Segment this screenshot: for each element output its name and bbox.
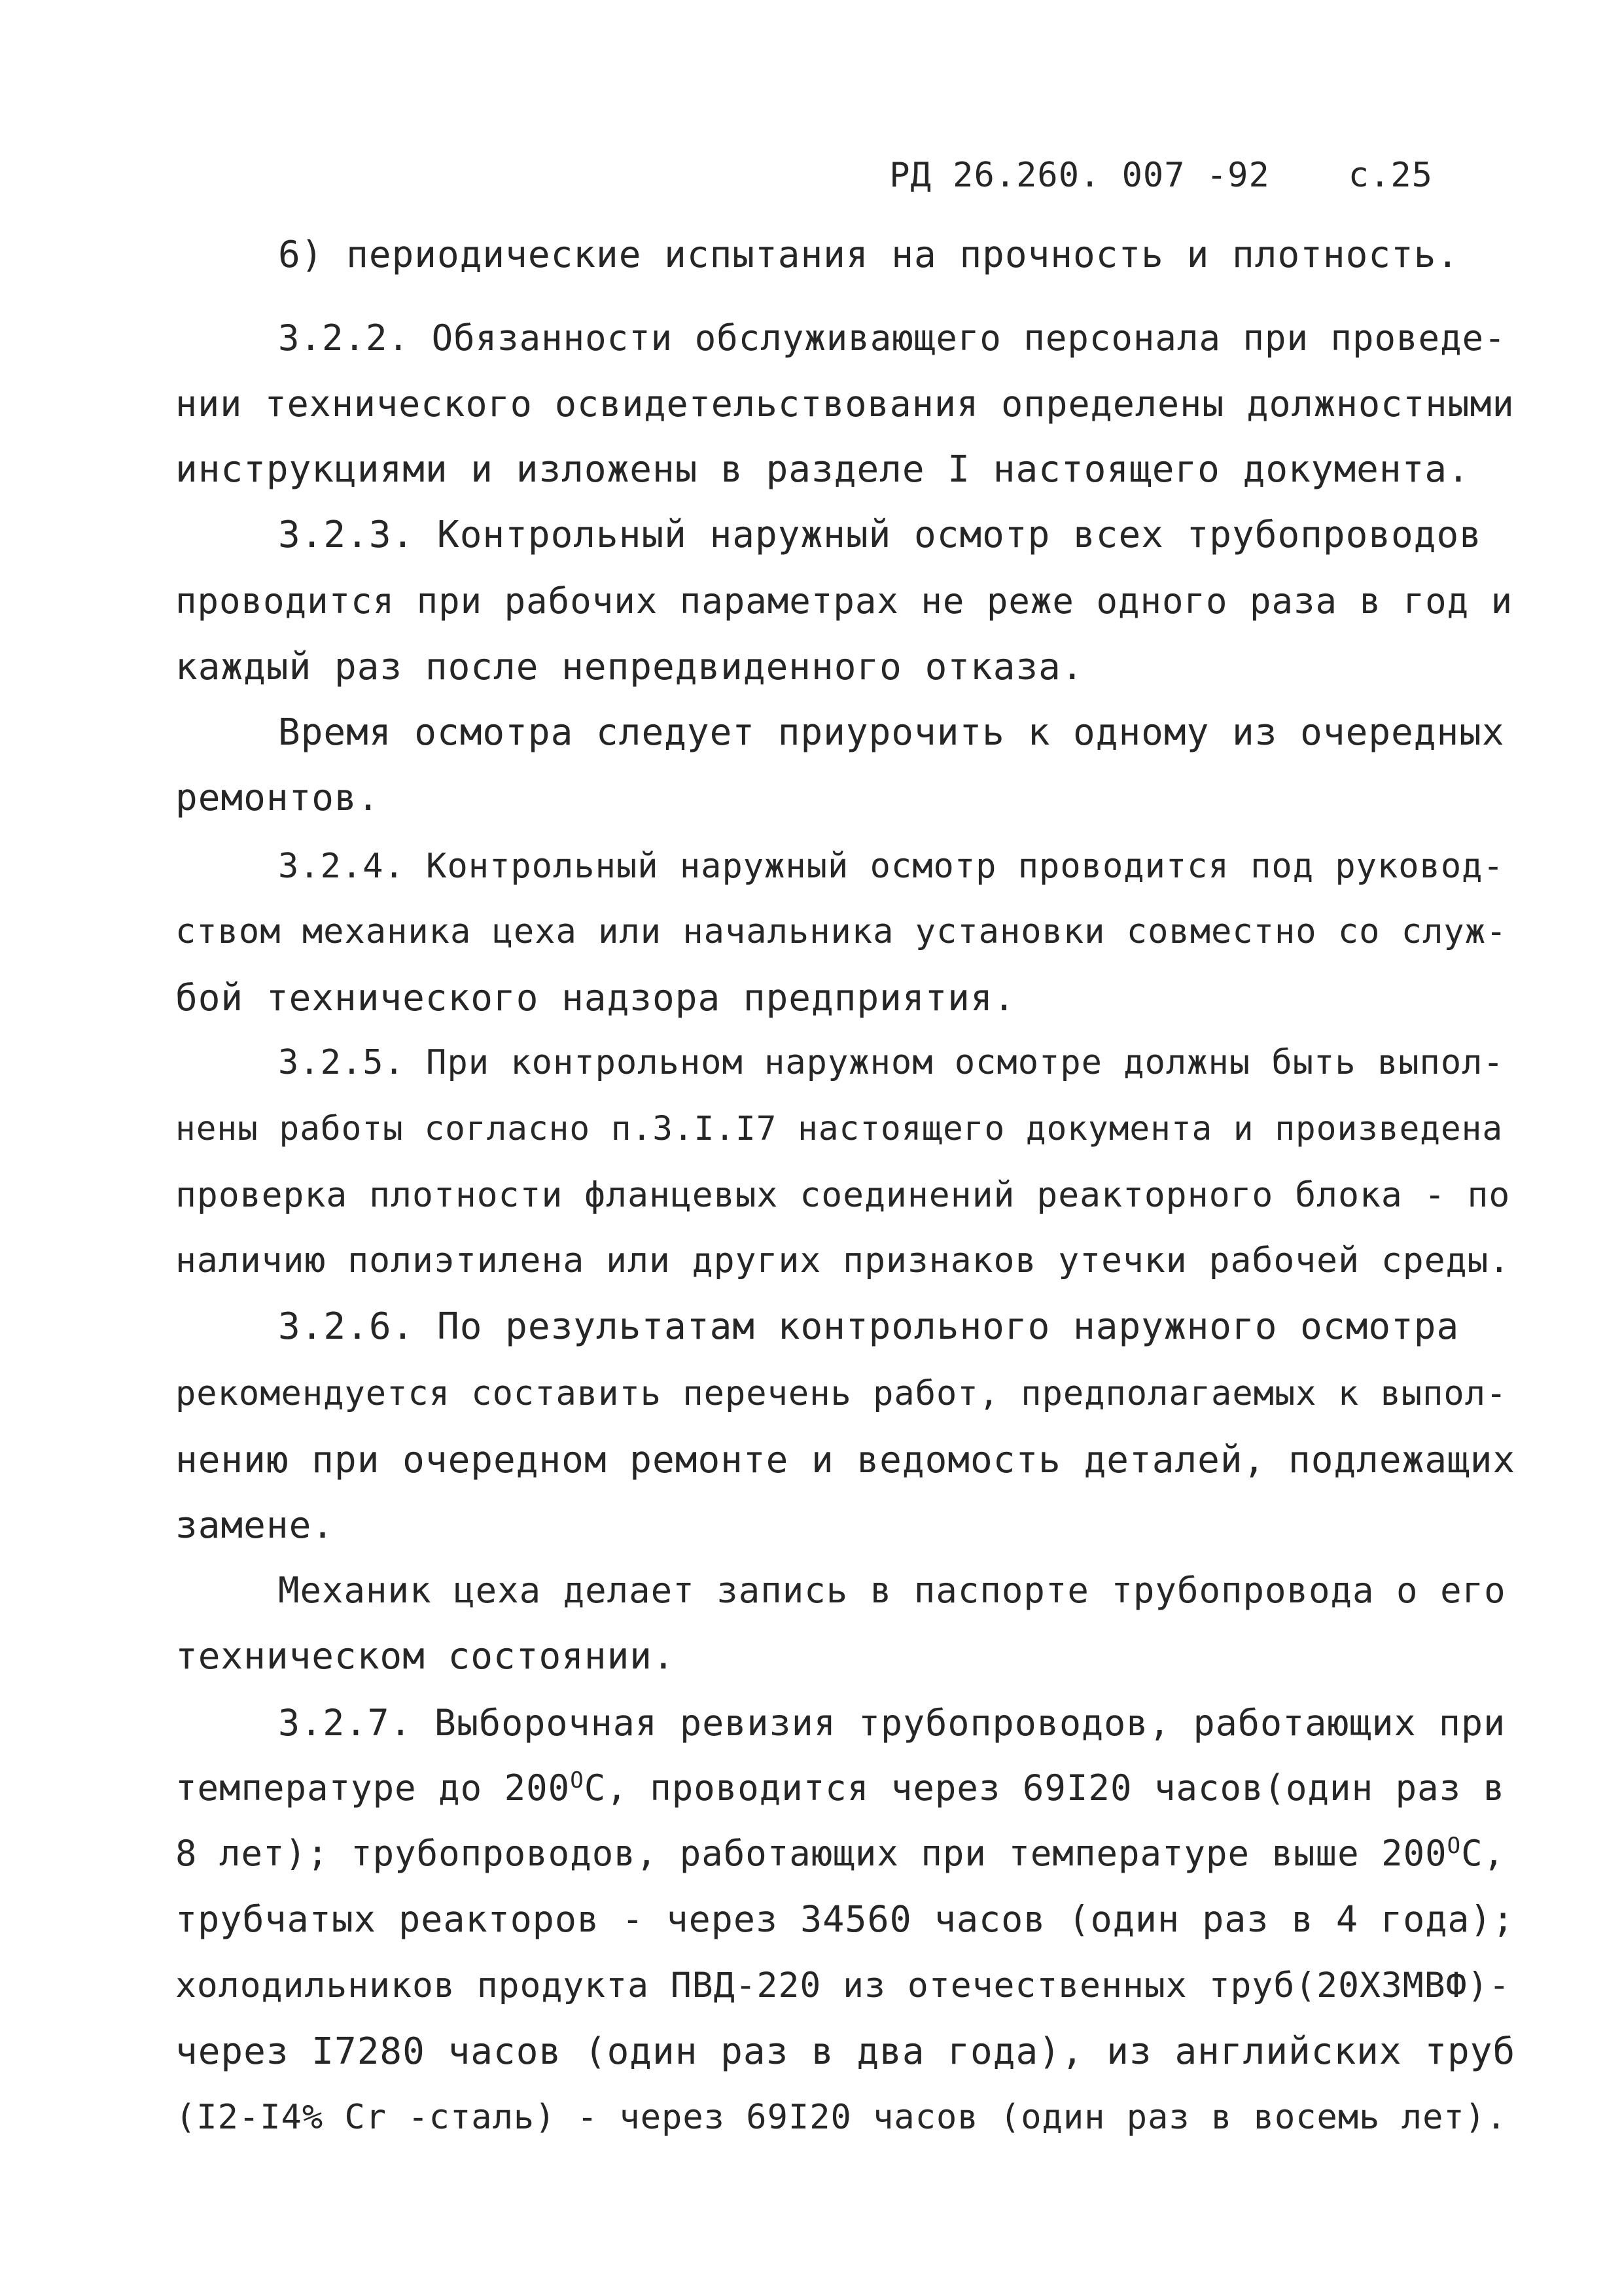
document-code: РД 26.260. 007 -92 [889, 156, 1270, 195]
text-line: 3.2.6. По результатам контрольного наружного осмотра [278, 1305, 1460, 1348]
text-line: инструкциями и изложены в разделе I настоящего документа. [175, 448, 1470, 491]
text-line: 3.2.4. Контрольный наружный осмотр проводится под руковод- [278, 847, 1504, 886]
text-line-temperature [175, 1833, 1506, 1874]
text-line: техническом состоянии. [175, 1635, 675, 1678]
text-line: 3.2.2. Обязанности обслуживающего персонала при проведе- [278, 317, 1506, 359]
text-line: ремонтов. [175, 777, 380, 819]
text-line: 3.2.7. Выборочная ревизия трубопроводов, работающих при [278, 1702, 1506, 1744]
text-segment: С, [1461, 1833, 1506, 1874]
text-line: проводится при рабочих параметрах не реже одного раза в год и [175, 580, 1513, 622]
text-segment: 8 лет); трубопроводов, работающих при температуре выше 200 [175, 1833, 1447, 1874]
text-line: трубчатых реакторов - через 34560 часов (один раз в 4 года); [175, 1898, 1515, 1940]
page-number: с.25 [1348, 156, 1433, 195]
text-line: каждый раз после непредвиденного отказа. [175, 646, 1084, 688]
text-line: проверка плотности фланцевых соединений реакторного блока - по [175, 1175, 1511, 1215]
text-line: Механик цеха делает запись в паспорте трубопровода о его [278, 1570, 1506, 1611]
text-line: наличию полиэтилена или других признаков утечки рабочей среды. [175, 1241, 1511, 1280]
text-line: 3.2.3. Контрольный наружный осмотр всех трубопроводов [278, 514, 1482, 556]
text-line: (I2-I4% Cr -сталь) - через 69I20 часов (один раз в восемь лет). [175, 2098, 1507, 2137]
text-line: замене. [175, 1504, 335, 1547]
text-line: рекомендуется составить перечень работ, предполагаемых к выпол- [175, 1374, 1507, 1413]
text-line: бой технического надзора предприятия. [175, 977, 1016, 1019]
degree-superscript: О [570, 1767, 584, 1793]
text-line: 3.2.5. При контрольном наружном осмотре должны быть выпол- [278, 1043, 1504, 1082]
text-line: нии технического освидетельствования определены должностными [175, 383, 1515, 425]
text-segment: С, проводится через 69I20 часов(один раз в [584, 1767, 1506, 1809]
degree-superscript: О [1447, 1833, 1462, 1859]
text-line: холодильников продукта ПВД-220 из отечественных труб(20Х3МВФ)- [175, 1966, 1511, 2005]
text-line: через I7280 часов (один раз в два года), из английских труб [175, 2030, 1516, 2073]
text-line-temperature [175, 1767, 1506, 1809]
text-line: нению при очередном ремонте и ведомость деталей, подлежащих [175, 1439, 1516, 1481]
text-line: 6) периодические испытания на прочность и плотность. [278, 234, 1460, 276]
text-line: ством механика цеха или начальника установки совместно со служ- [175, 912, 1507, 951]
text-segment: температуре до 200 [175, 1767, 571, 1809]
text-line: нены работы согласно п.3.I.I7 настоящего документа и произведена [175, 1110, 1504, 1148]
text-line: Время осмотра следует приурочить к одному из очередных [278, 711, 1505, 754]
page-header [805, 116, 1485, 234]
